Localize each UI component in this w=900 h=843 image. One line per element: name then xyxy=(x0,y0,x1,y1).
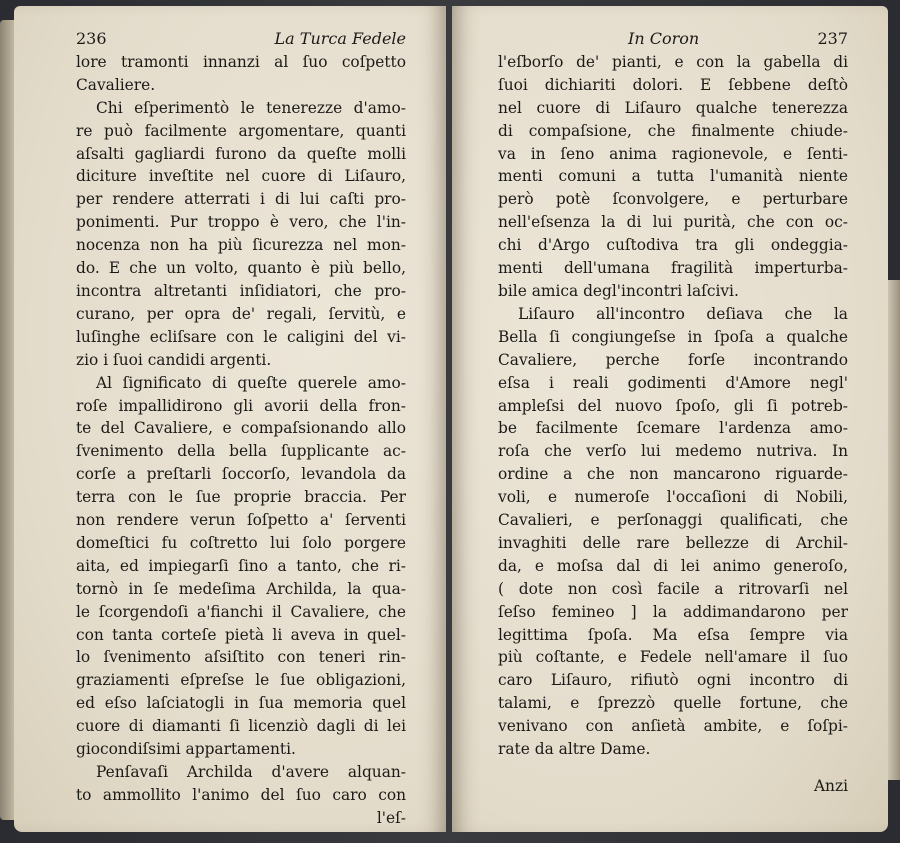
text-line: ( dote non così facile a ritrovarſi nel xyxy=(498,579,848,598)
text-line: terra con le ſue proprie braccia. Per xyxy=(76,488,406,507)
text-line: ampleſsi del nuovo ſpoſo, gli ſi potreb- xyxy=(498,396,848,415)
text-line: voli, e numeroſe l'occaſioni di Nobili, xyxy=(498,488,848,507)
text-line: Al ſignificato di queſte querele amo- xyxy=(96,373,406,392)
text-line: giocondiſsimi appartamenti. xyxy=(76,740,296,759)
text-line: Cavaliere. xyxy=(76,75,156,94)
text-line: bile amica degl'incontri laſcivi. xyxy=(498,281,739,300)
text-line: zio i ſuoi candidi argenti. xyxy=(76,350,272,369)
text-line: incontra altretanti inſidiatori, che pro- xyxy=(76,281,406,300)
text-line: l'eſborſo de' pianti, e con la gabella di xyxy=(498,52,848,71)
left-running-head: La Turca Fedele xyxy=(274,29,406,48)
text-line: però potè ſconvolgere, e perturbare xyxy=(498,190,848,209)
text-line: nell'eſsenza la di lui purità, che con oc- xyxy=(498,213,848,232)
text-line: Cavaliere, perche forſe incontrando xyxy=(498,350,848,369)
text-line: nocenza non ha più ſicurezza nel mon- xyxy=(76,236,406,255)
text-line: rate da altre Dame. xyxy=(498,740,651,759)
left-page-header xyxy=(76,28,406,51)
text-line: ponimenti. Pur troppo è vero, che l'in- xyxy=(76,213,406,232)
text-line: graziamenti eſpreſse le ſue obligazioni, xyxy=(76,671,406,690)
text-line: Cavalieri, e perſonaggi qualificati, che xyxy=(498,511,848,530)
text-line: lore tramonti innanzi al ſuo coſpetto xyxy=(76,52,406,71)
left-page-number: 236 xyxy=(76,29,107,48)
text-line: va in ſeno anima ragionevole, e ſenti- xyxy=(498,144,848,163)
left-catchword: l'eſ- xyxy=(376,808,406,827)
text-line: invaghiti delle rare bellezze di Archil- xyxy=(498,533,848,552)
text-line: do. E che un volto, quanto è più bello, xyxy=(76,259,406,278)
text-line: di compaſsione, che finalmente chiude- xyxy=(498,121,848,140)
text-line: eſsa i reali godimenti d'Amore negl' xyxy=(498,373,848,392)
text-line: ordine a che non mancarono riguarde- xyxy=(498,465,848,484)
text-line: più coſtante, e Fedele nell'amare il ſuo xyxy=(498,648,848,667)
text-line: da, e moſsa dal di lei animo generoſo, xyxy=(498,556,848,575)
left-page xyxy=(14,6,446,832)
text-line: te del Cavaliere, e compaſsionando allo xyxy=(76,419,406,438)
text-line: non rendere verun ſoſpetto a' ſerventi xyxy=(76,511,406,530)
text-line: roſe impallidirono gli avorii della fron- xyxy=(76,396,406,415)
text-line: menti dell'umana fragilità imperturba- xyxy=(498,259,848,278)
text-line: lo ſvenimento aſsiſtito con teneri rin- xyxy=(76,648,406,667)
text-line: ed eſso laſciatogli in ſua memoria quel xyxy=(76,694,406,713)
text-line: con tanta corteſe pietà li aveva in quel- xyxy=(76,625,406,644)
text-line: Penſavaſi Archilda d'avere alquan- xyxy=(96,763,406,781)
right-page-text xyxy=(498,51,848,761)
text-line: ſvenimento della bella ſupplicante ac- xyxy=(76,442,406,461)
text-line: curano, per opra de' regali, ſervitù, e xyxy=(76,304,406,323)
text-line: be facilmente ſcemare l'ardenza amo- xyxy=(498,419,848,438)
text-line: talami, e ſprezzò quelle fortune, che xyxy=(498,694,848,713)
text-line: venivano con anſietà ambite, e ſoſpi- xyxy=(498,717,848,736)
text-line: Chi eſperimentò le tenerezze d'amo- xyxy=(96,98,406,117)
text-line: per rendere atterrati i di lui caſti pro- xyxy=(76,190,406,209)
text-line: Liſauro all'incontro deſiava che la xyxy=(518,304,848,323)
text-line: legittima ſpoſa. Ma eſsa ſempre via xyxy=(498,625,848,644)
text-line: domeſtici fu coſtretto lui ſolo porgere xyxy=(76,533,406,552)
text-line: Bella ſi congiungeſse in ſpoſa a qualche xyxy=(498,327,848,346)
text-line: tornò in ſe medeſima Archilda, la qua- xyxy=(76,579,406,598)
right-page-header xyxy=(498,28,848,51)
text-line: diciture inveſtite nel cuore di Liſauro, xyxy=(76,167,406,186)
text-line: luſinghe ecliſsare con le caligini del vi- xyxy=(76,327,406,346)
right-page xyxy=(452,6,888,832)
text-line: corſe a preſtarli ſoccorſo, levandola da xyxy=(76,465,406,484)
right-page-edge xyxy=(886,280,900,780)
text-line: roſa che verſo lui medemo nutriva. In xyxy=(498,442,848,461)
text-line: aſsalti gagliardi furono da queſte molli xyxy=(76,144,406,163)
text-line: le ſcorgendoſi a'fianchi il Cavaliere, che xyxy=(76,602,406,621)
text-line: caro Liſauro, rifiutò ogni incontro di xyxy=(498,671,848,690)
text-line: cuore di diamanti ſi licenziò dagli di lei xyxy=(76,717,406,736)
text-line: aita, ed impiegarſi ſino a tanto, che ri- xyxy=(76,556,406,575)
text-line: ſeſso femineo ] la addimandarono per xyxy=(498,602,848,621)
left-page-text xyxy=(76,51,406,807)
text-line: to ammollito l'animo del ſuo caro con xyxy=(76,785,406,804)
right-catchword: Anzi xyxy=(813,777,848,795)
text-line: chi d'Argo cuſtodiva tra gli ondeggia- xyxy=(498,236,848,255)
text-line: ſuoi dichiariti dolori. E ſebbene deſtò xyxy=(498,75,848,94)
right-page-number: 237 xyxy=(817,29,848,48)
right-running-head: In Coron xyxy=(628,29,700,48)
text-line: re può facilmente argomentare, quanti xyxy=(76,121,406,140)
text-line: menti comuni a tutta l'umanità niente xyxy=(498,167,848,186)
text-line: nel cuore di Liſauro qualche tenerezza xyxy=(498,98,848,117)
